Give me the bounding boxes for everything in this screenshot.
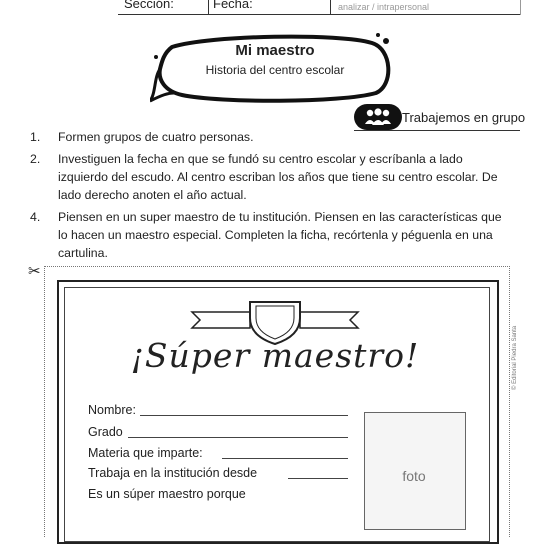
- header-divider: [208, 0, 209, 14]
- step-number: 1.: [30, 130, 41, 144]
- field-label: Es un súper maestro porque: [88, 487, 246, 501]
- grade-line: [128, 437, 348, 438]
- list-item: [30, 128, 510, 146]
- step-number: 4.: [30, 210, 41, 224]
- step-number: 2.: [30, 152, 41, 166]
- skills-text: analizar / intrapersonal: [338, 2, 430, 12]
- field-label: Nombre:: [88, 403, 136, 417]
- section-label: Sección:: [124, 0, 174, 11]
- subject-line: [222, 458, 348, 459]
- step-text: Piensen en un super maestro de tu institución. Piensen en las características que lo hacen un maestro especial. Completen la ficha, recórtenla y péguenla en una cartulina.: [58, 210, 502, 260]
- group-icon: [354, 104, 402, 130]
- date-label: Fecha:: [213, 0, 253, 11]
- group-badge: [354, 104, 402, 130]
- header-rule: [118, 14, 520, 15]
- name-line: [140, 415, 348, 416]
- photo-label: foto: [402, 468, 426, 484]
- work-mode-label: Trabajemos en grupo: [402, 110, 526, 125]
- activity-subtitle: Historia del centro escolar: [205, 63, 345, 77]
- field-label: Trabaja en la institución desde: [88, 466, 258, 480]
- activity-title: Mi maestro: [235, 42, 315, 59]
- card-heading: ¡Súper maestro!: [130, 336, 420, 375]
- list-item: [30, 150, 510, 204]
- since-line: [288, 478, 348, 479]
- scissors-icon: ✂: [28, 263, 41, 280]
- instruction-list: [30, 128, 510, 266]
- list-item: [30, 208, 510, 262]
- field-label: Materia que imparte:: [88, 446, 203, 460]
- field-label: Grado: [88, 425, 123, 439]
- step-text: Investiguen la fecha en que se fundó su centro escolar y escríbanla a lado izquierdo del escudo. Al centro escriban los años que tiene su centro escolar. De lado derecho anoten el año actual.: [58, 152, 498, 202]
- step-text: Formen grupos de cuatro personas.: [58, 130, 254, 144]
- copyright-note: © Editorial Piedra Santa: [512, 325, 518, 390]
- header-divider: [330, 0, 331, 14]
